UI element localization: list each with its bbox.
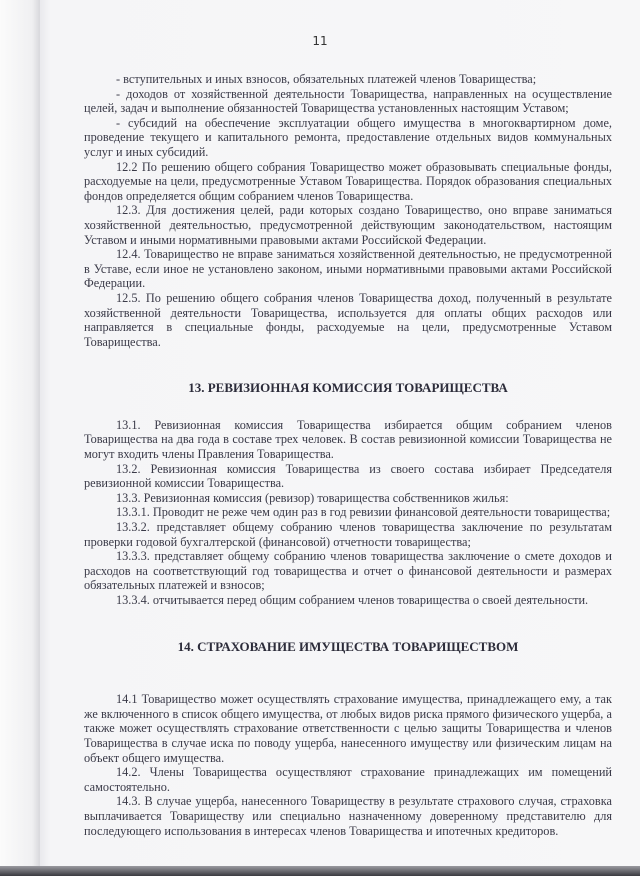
paragraph-14-1: 14.1 Товарищество может осуществлять страхование имущества, принадлежащего ему, а так же включенного в список общего имущества, от любых видов риска прямого физического ущерба, а также может осуществлять страхование ответственности с целью защиты Товарищества и членов Товарищества в случае иска по поводу ущерба, нанесенного имуществу или физическим лицам на объект общего имущества. <box>84 692 612 765</box>
paragraph-13-3: 13.3. Ревизионная комиссия (ревизор) товарищества собственников жилья: <box>116 490 509 505</box>
section-14 <box>84 692 612 838</box>
paragraph-13-2: 13.2. Ревизионная комиссия Товарищества из своего состава избирает Председателя ревизионной комиссии Товарищества. <box>84 461 612 491</box>
paragraph-12-2: 12.2 По решению общего собрания Товарищество может образовывать специальные фонды, расходуемые на цели, предусмотренные Уставом Товарищества. Порядок образования специальных фондов определяется общим собранием членов Товарищества. <box>84 159 612 203</box>
paragraph-12-4: 12.4. Товарищество не вправе заниматься хозяйственной деятельностью, не предусмотренной в Уставе, если иное не установлено законом, иными нормативными правовыми актами Российской Федерации. <box>84 247 612 291</box>
paragraph-14-2: 14.2. Члены Товарищества осуществляют страхование принадлежащих им помещений самостоятельно. <box>84 765 612 794</box>
paragraph-13-3-1: 13.3.1. Проводит не реже чем один раз в год ревизии финансовой деятельности товарищества; <box>116 505 611 520</box>
previous-page-edge <box>0 0 40 876</box>
section-14-heading: 14. СТРАХОВАНИЕ ИМУЩЕСТВА ТОВАРИЩЕСТВОМ <box>177 638 519 654</box>
paragraph-13-3-3: 13.3.3. представляет общему собранию членов товарищества заключение о смете доходов и расходов на соответствующий год товарищества и отчет о финансовой деятельности и размерах обязательных платежей и взносов; <box>84 549 612 593</box>
list-item: - доходов от хозяйственной деятельности Товарищества, направленных на осуществление целей, задач и выполнение обязанностей Товарищества установленных настоящим Уставом; <box>84 86 612 116</box>
scan-bottom-edge <box>0 866 640 876</box>
section-12-continuation <box>84 72 612 349</box>
paragraph-14-3: 14.3. В случае ущерба, нанесенного Товариществу в результате страхового случая, страховка выплачивается Товариществу или специально назначенному доверенному представителю для последующего использования в интересах членов Товарищества и ипотечных кредиторов. <box>84 794 612 838</box>
section-13-heading: 13. РЕВИЗИОННАЯ КОМИССИЯ ТОВАРИЩЕСТВА <box>188 380 508 396</box>
list-item: - субсидий на обеспечение эксплуатации общего имущества в многоквартирном доме, проведение текущего и капитального ремонта, предоставление отдельных видов коммунальных услуг и иных субсидий. <box>84 115 612 159</box>
paragraph-13-1: 13.1. Ревизионная комиссия Товарищества избирается общим собранием членов Товарищества на два года в составе трех человек. В состав ревизионной комиссии Товарищества не могут входить члены Правления Товарищества. <box>84 417 612 462</box>
paragraph-13-3-2: 13.3.2. представляет общему собранию членов товарищества заключение по результатам проверки годовой бухгалтерской (финансовой) отчетности товарищества; <box>84 520 612 549</box>
paragraph-13-3-4: 13.3.4. отчитывается перед общим собранием членов товарищества о своей деятельности. <box>116 593 589 607</box>
page-number: 11 <box>312 34 328 48</box>
document-body <box>84 72 612 838</box>
list-item: - вступительных и иных взносов, обязательных платежей членов Товарищества; <box>116 72 537 86</box>
paragraph-12-5: 12.5. По решению общего собрания членов Товарищества доход, полученный в результате хозяйственной деятельности Товарищества, используется для оплаты общих расходов или направляется в специальные фонды, расходуемые на цели, предусмотренные Уставом Товарищества. <box>84 290 612 349</box>
section-13 <box>84 418 612 608</box>
paragraph-12-3: 12.3. Для достижения целей, ради которых создано Товарищество, оно вправе заниматься хозяйственной деятельностью, предусмотренной действующим законодательством, настоящим Уставом и иными нормативными правовыми актами Российской Федерации. <box>84 203 612 247</box>
